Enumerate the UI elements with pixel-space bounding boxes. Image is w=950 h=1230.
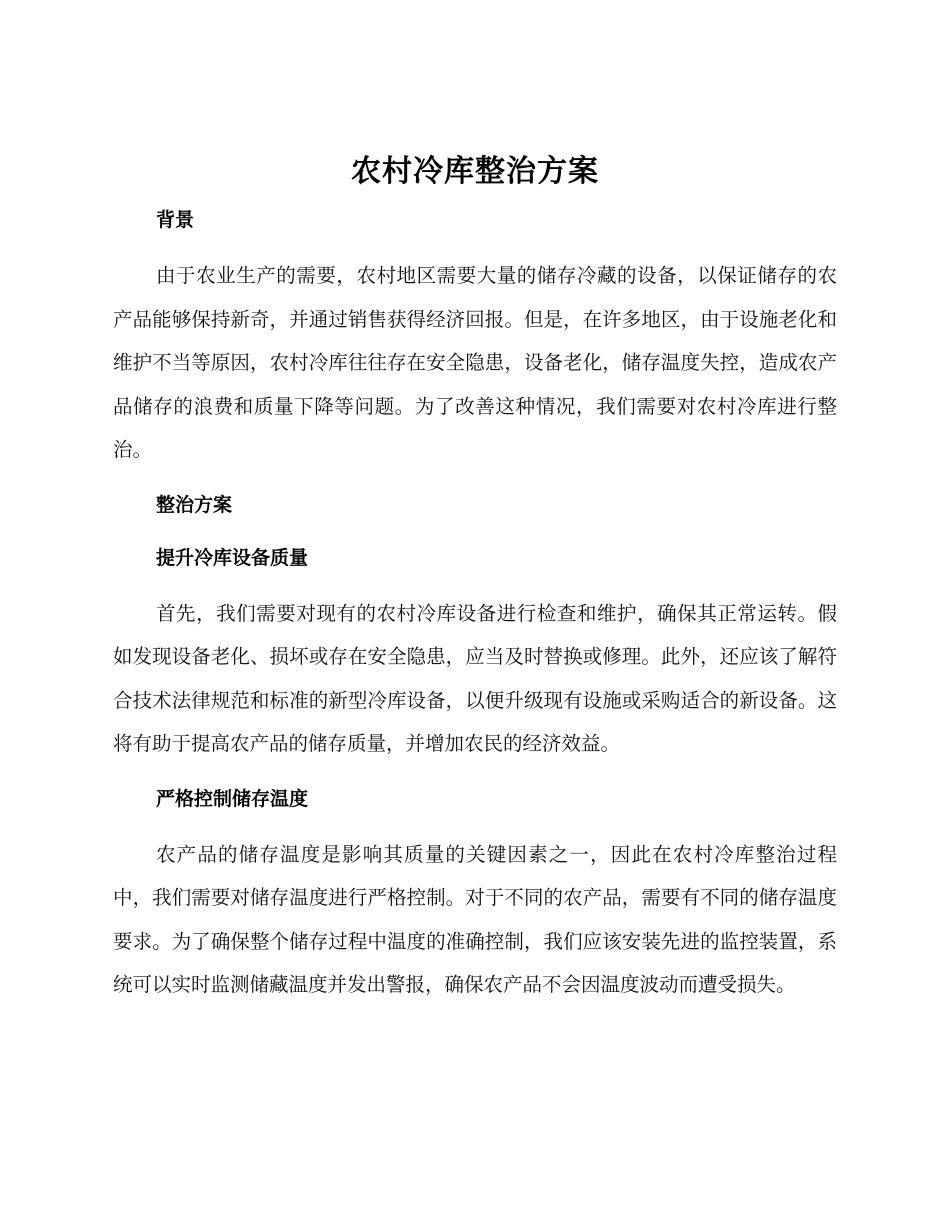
section-heading-plan: 整治方案 bbox=[156, 493, 233, 516]
section-heading-temperature: 严格控制储存温度 bbox=[156, 787, 309, 810]
section-heading-equipment: 提升冷库设备质量 bbox=[156, 546, 309, 569]
section-heading-background: 背景 bbox=[156, 209, 195, 231]
document-body bbox=[113, 200, 837, 1007]
paragraph-temperature: 农产品的储存温度是影响其质量的关键因素之一，因此在农村冷库整治过程中，我们需要对储存温度进行严格控制。对于不同的农产品，需要有不同的储存温度要求。为了确保整个储存过程中温度的准确控制，我们应该安装先进的监控装置，系统可以实时监测储藏温度并发出警报，确保农产品不会因温度波动而遭受损失。 bbox=[113, 842, 837, 996]
page-title: 农村冷库整治方案 bbox=[351, 154, 599, 189]
paragraph-equipment: 首先，我们需要对现有的农村冷库设备进行检查和维护，确保其正常运转。假如发现设备老化、损坏或存在安全隐患，应当及时替换或修理。此外，还应该了解符合技术法律规范和标准的新型冷库设备，以便升级现有设施或采购适合的新设备。这将有助于提高农产品的储存质量，并增加农民的经济效益。 bbox=[113, 601, 837, 755]
paragraph-background: 由于农业生产的需要，农村地区需要大量的储存冷藏的设备，以保证储存的农产品能够保持新奇，并通过销售获得经济回报。但是，在许多地区，由于设施老化和维护不当等原因，农村冷库往往存在安全隐患，设备老化，储存温度失控，造成农产品储存的浪费和质量下降等问题。为了改善这种情况，我们需要对农村冷库进行整治。 bbox=[113, 264, 837, 461]
